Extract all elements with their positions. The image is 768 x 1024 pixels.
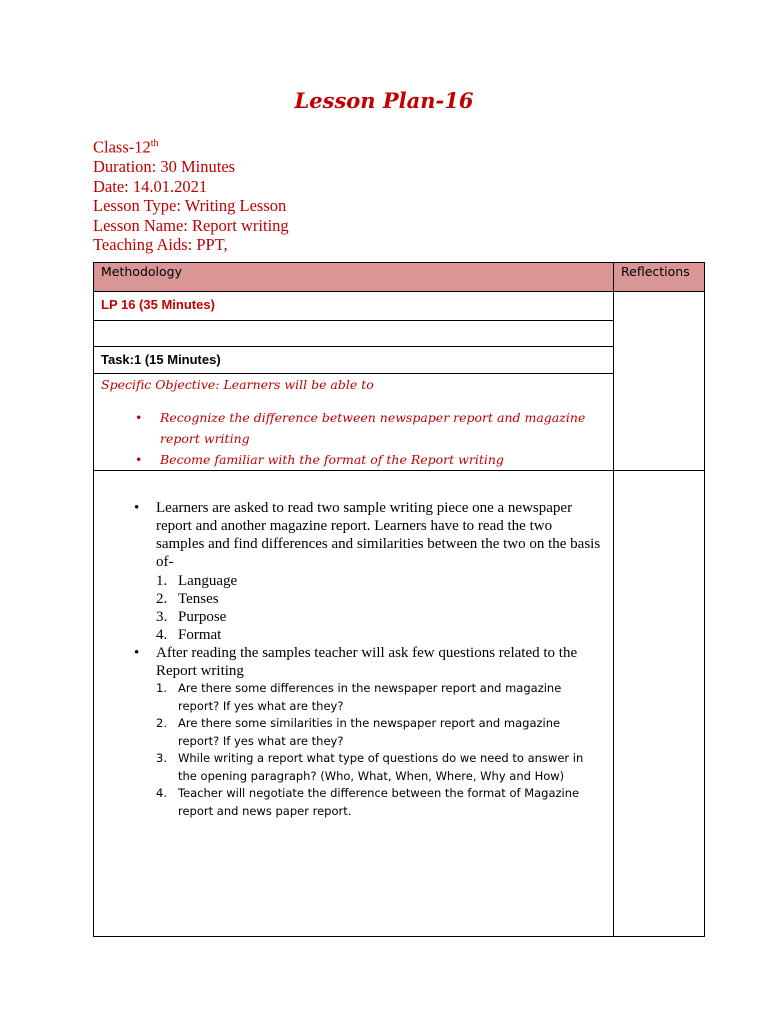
activity-bullet: • Learners are asked to read two sample writing piece one a newspaper report and another magazine report. Learners have to read the two samples and find differences and similarities between the two on the basis of- <box>134 500 601 570</box>
basis-list <box>132 572 602 644</box>
class-line: Class-12th <box>93 137 159 157</box>
methodology-header: Methodology <box>93 262 614 292</box>
objective-item: • Recognize the difference between newspaper report and magazine report writing <box>135 410 586 446</box>
teaching-aids-line: Teaching Aids: PPT, <box>93 235 228 255</box>
date-line: Date: 14.01.2021 <box>93 176 208 196</box>
list-item: 4. Format <box>156 627 222 643</box>
objective-list <box>132 407 602 470</box>
task-row: Task:1 (15 Minutes) <box>93 346 614 374</box>
reflections-cell-upper <box>613 291 705 471</box>
activity-cell <box>93 470 614 937</box>
reflections-header: Reflections <box>613 262 705 292</box>
question-list <box>132 680 602 820</box>
duration-line: Duration: 30 Minutes <box>93 157 236 177</box>
list-item: 4. Teacher will negotiate the difference between the format of Magazine report and news paper report. <box>156 786 580 818</box>
objective-row <box>93 373 614 471</box>
empty-row <box>93 320 614 347</box>
reflections-cell-lower <box>613 470 705 937</box>
list-item: 2. Are there some similarities in the newspaper report and magazine report? If yes what are they? <box>156 716 561 748</box>
list-item: 3. While writing a report what type of questions do we need to answer in the opening paragraph? (Who, What, When, Where, Why and How) <box>156 751 584 783</box>
lesson-type-line: Lesson Type: Writing Lesson <box>93 196 287 216</box>
list-item: 1. Language <box>156 573 238 589</box>
list-item: 1. Are there some differences in the newspaper report and magazine report? If yes what are they? <box>156 681 562 713</box>
activity-bullet: • After reading the samples teacher will ask few questions related to the Report writing <box>134 645 578 679</box>
lp-row: LP 16 (35 Minutes) <box>93 291 614 321</box>
objective-title: Specific Objective: Learners will be able to <box>101 377 374 392</box>
list-item: 2. Tenses <box>156 591 219 607</box>
list-item: 3. Purpose <box>156 609 227 625</box>
objective-item: • Become familiar with the format of the Report writing <box>135 452 504 467</box>
page-title: Lesson Plan-16 <box>294 88 474 113</box>
lesson-name-line: Lesson Name: Report writing <box>93 215 289 235</box>
lesson-info <box>93 134 289 255</box>
